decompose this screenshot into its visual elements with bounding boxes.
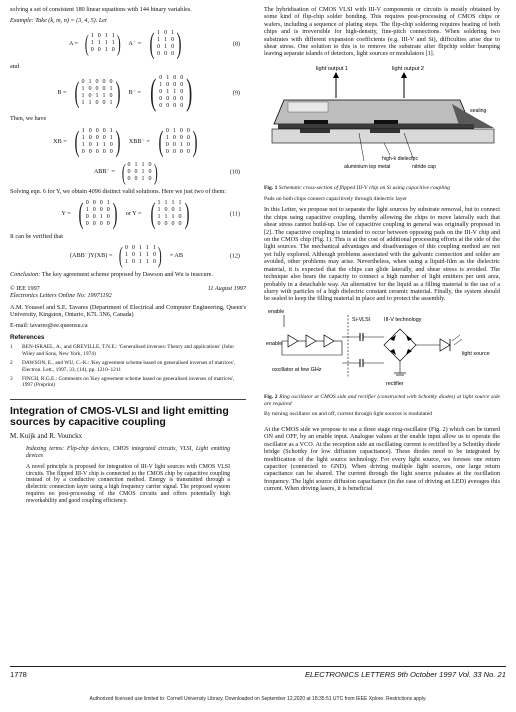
matrix-cell: 0 xyxy=(186,127,190,134)
eq8-lhs: A = xyxy=(68,40,79,48)
matrix-cell: 0 xyxy=(132,252,136,259)
matrix-cell: 1 xyxy=(171,214,175,221)
solving-text: Solving eqn. 6 for Y, we obtain 4096 distinct valid solutions. Here we just two of them: xyxy=(10,187,227,195)
matrix-bracket-left: ( xyxy=(74,75,80,109)
license-notice: Authorized licensed use limited to: Cornell University Library. Downloaded on September 12,2020 at 18:35:51 UTC from IEEE Xplore. Restrictions apply. xyxy=(89,696,427,702)
matrix-cell: 0 xyxy=(102,85,106,92)
enable-top-label: enable xyxy=(268,308,285,315)
matrix-cell: 0 xyxy=(159,89,163,96)
matrix-cell: 0 xyxy=(125,245,129,252)
matrix-cell: 0 xyxy=(171,36,175,43)
figure-1-drawing xyxy=(264,62,500,180)
matrix-cell: 0 xyxy=(159,96,163,103)
matrix-cell: 0 xyxy=(164,221,168,228)
matrix-bracket-right: ) xyxy=(115,75,121,109)
matrix-cell: 0 xyxy=(157,50,161,57)
matrix-cell: 1 xyxy=(157,29,161,36)
example-text: Example: Take (k, m, n) = (3, 4, 5). Let xyxy=(10,17,107,25)
matrix-cell: 0 xyxy=(165,148,169,155)
matrix-cell: 0 xyxy=(164,50,168,57)
matrix-cell: 0 xyxy=(172,134,176,141)
matrix-cell: 0 xyxy=(81,148,85,155)
light-output-1-label: light output 1 xyxy=(316,65,349,72)
matrix-bracket-left: ( xyxy=(121,159,126,185)
matrix-cell: 0 xyxy=(173,103,177,110)
copyright: © IEE 1997 xyxy=(10,284,40,292)
matrix-cell: 1 xyxy=(81,92,85,99)
matrix-cell: 0 xyxy=(180,96,184,103)
matrix-body xyxy=(159,75,183,110)
eq8-number: (8) xyxy=(232,40,240,48)
matrix-cell: 0 xyxy=(127,161,131,168)
matrix-cell: 1 xyxy=(164,214,168,221)
matrix-bracket-right: ) xyxy=(157,243,162,269)
matrix-abb-inverse xyxy=(120,161,159,184)
matrix-body xyxy=(82,128,113,156)
matrix-bracket-left: ( xyxy=(84,31,89,57)
matrix-cell: 1 xyxy=(81,99,85,106)
matrix-cell: 0 xyxy=(173,82,177,89)
matrix-cell: 0 xyxy=(95,148,99,155)
matrix-cell: 1 xyxy=(88,99,92,106)
matrix-cell: 1 xyxy=(81,141,85,148)
enable-input-label: enable xyxy=(266,340,283,347)
matrix-cell: 0 xyxy=(132,259,136,266)
matrix-cell: 1 xyxy=(178,200,182,207)
figure-1-subcaption: Pads on both chips connect capacitively through dielectric layer xyxy=(264,195,407,202)
matrix-cell: 0 xyxy=(132,245,136,252)
conclusion-text: The key agreement scheme proposed by Dawson and Wu is insecure. xyxy=(41,271,213,279)
matrix-body xyxy=(91,33,115,54)
matrix-cell: 0 xyxy=(166,103,170,110)
journal-line: ELECTRONICS LETTERS 9th October 1997 Vol. 33 No. 21 xyxy=(304,669,506,679)
matrix-cell: 0 xyxy=(95,134,99,141)
matrix-cell: 0 xyxy=(109,148,113,155)
matrix-cell: 1 xyxy=(159,82,163,89)
matrix-cell: 1 xyxy=(109,127,113,134)
dateline xyxy=(10,285,246,292)
matrix-bracket-left: ( xyxy=(149,26,155,60)
matrix-cell: 1 xyxy=(109,85,113,92)
matrix-cell: 1 xyxy=(104,47,108,54)
sealing-label: sealing xyxy=(470,107,487,114)
matrix-cell: 1 xyxy=(139,245,143,252)
oscillator-label: oscillator at few GHz xyxy=(272,366,322,373)
matrix-cell: 1 xyxy=(153,245,157,252)
matrix-cell: 0 xyxy=(102,127,106,134)
matrix-cell: 1 xyxy=(85,207,89,214)
figure-2-caption xyxy=(264,394,500,407)
paragraph-1: The hybridisation of CMOS VLSI with III-V components or circuits is mostly obtained by some kind of flip-chip solder bonding. This requires post-processing of CMOS chips or wafers, including a sequence of plating steps. The flip-chip soldering requires heating of both chips and is irreversible for high-density, fine-pitch connections. When soldering two substrates with different expansion coefficients (e.g. III-V and Si), difficulties arise due to shear stress. One solution to this is to remove the substrate after flipchip solder bumping leaving separate islands of detectors, light sources or modulators [1]. xyxy=(264,6,500,58)
matrix-body xyxy=(128,162,152,183)
matrix-cell: 0 xyxy=(92,200,96,207)
matrix-cell: 0 xyxy=(92,214,96,221)
matrix-cell: 0 xyxy=(95,127,99,134)
abstract: A novel principle is proposed for integration of III-V light sources with CMOS VLSI circuits. The flipped III-V chip is connected to the CMOS chip by capacitive coupling instead of by a conductive connection method. Energy is transmitted through a dielectric connection layer using a high frequency carrier signal. The proposed system requires no post-processing of the CMOS circuits and offers potentially high reworkability and good coupling efficiency. xyxy=(26,463,230,504)
matrix-cell: 0 xyxy=(171,221,175,228)
figure-2-subcaption: By turning oscillator on and off, current through light sources is modulated xyxy=(264,411,432,418)
eq9-number: (9) xyxy=(232,89,240,97)
matrix-cell: 1 xyxy=(139,252,143,259)
matrix-cell: 1 xyxy=(106,200,110,207)
fig2-label: Fig. 2 xyxy=(264,394,278,401)
light-label: light source xyxy=(462,350,490,357)
matrix-bracket-left: ( xyxy=(150,72,157,114)
matrix-cell: 0 xyxy=(99,207,103,214)
matrix-body xyxy=(158,200,182,228)
matrix-a-inverse xyxy=(147,26,184,60)
matrix-cell: 1 xyxy=(141,168,145,175)
matrix-cell: 1 xyxy=(102,141,106,148)
matrix-body xyxy=(125,245,156,266)
and-text: and xyxy=(10,62,19,70)
fig1-caption-text: Schematic cross-section of flipped III-V chip on Si using capacitive coupling xyxy=(278,185,450,192)
matrix-cell: 0 xyxy=(157,43,161,50)
matrix-cell: 0 xyxy=(186,148,190,155)
matrix-cell: 0 xyxy=(97,47,101,54)
matrix-cell: 1 xyxy=(171,29,175,36)
matrix-cell: 0 xyxy=(179,134,183,141)
matrix-cell: 0 xyxy=(99,200,103,207)
references-list xyxy=(10,344,246,388)
matrix-cell: 1 xyxy=(102,92,106,99)
matrix-cell: 1 xyxy=(95,92,99,99)
matrix-bracket-right: ) xyxy=(192,124,198,158)
references-heading: References xyxy=(10,333,45,341)
matrix-cell: 1 xyxy=(146,245,150,252)
matrix-cell: 1 xyxy=(81,85,85,92)
matrix-cell: 0 xyxy=(186,141,190,148)
equation-9 xyxy=(10,72,246,114)
matrix-cell: 1 xyxy=(97,40,101,47)
matrix-cell: 0 xyxy=(88,148,92,155)
matrix-cell: 1 xyxy=(166,89,170,96)
matrix-cell: 0 xyxy=(157,221,161,228)
matrix-cell: 1 xyxy=(173,89,177,96)
matrix-cell: 1 xyxy=(104,40,108,47)
matrix-xbb-inverse xyxy=(156,124,200,158)
matrix-cell: 1 xyxy=(111,33,115,40)
matrix-cell: 0 xyxy=(164,207,168,214)
equation-10b xyxy=(10,161,246,184)
matrix-cell: 1 xyxy=(90,33,94,40)
matrix-cell: 0 xyxy=(97,33,101,40)
matrix-cell: 1 xyxy=(164,200,168,207)
verified-text: It can be verified that xyxy=(10,233,63,241)
matrix-cell: 0 xyxy=(127,175,131,182)
matrix-cell: 1 xyxy=(90,40,94,47)
matrix-cell: 0 xyxy=(102,134,106,141)
matrix-cell: 1 xyxy=(164,43,168,50)
matrix-cell: 0 xyxy=(180,89,184,96)
matrix-cell: 0 xyxy=(178,214,182,221)
matrix-cell: 0 xyxy=(95,99,99,106)
matrix-cell: 0 xyxy=(95,78,99,85)
si-vlsi-label: Si-VLSI xyxy=(352,316,371,323)
matrix-cell: 0 xyxy=(180,103,184,110)
matrix-y2 xyxy=(148,199,192,229)
reference-item: 2 DAWSON, E., and WU, C.-K.: 'Key agreement scheme based on generalised inverses of matrices', Electron. Lett., 1997, 33, (14), pp. 1210–1211 xyxy=(10,360,236,373)
matrix-cell: 0 xyxy=(92,221,96,228)
matrix-cell: 0 xyxy=(88,134,92,141)
matrix-cell: 0 xyxy=(148,168,152,175)
matrix-bracket-right: ) xyxy=(184,197,190,231)
eq10-number: (10) xyxy=(229,168,240,176)
matrix-cell: 0 xyxy=(88,141,92,148)
matrix-cell: 0 xyxy=(171,207,175,214)
matrix-cell: 1 xyxy=(95,141,99,148)
matrix-cell: 0 xyxy=(171,50,175,57)
equation-11 xyxy=(10,199,246,229)
online-number: Electronics Letters Online No: 19971192 xyxy=(10,292,112,300)
matrix-cell: 0 xyxy=(159,103,163,110)
matrix-cell: 1 xyxy=(157,207,161,214)
eq9-lhs: B = xyxy=(57,89,67,97)
matrix-bracket-right: ) xyxy=(153,159,158,185)
matrix-cell: 0 xyxy=(173,96,177,103)
matrix-cell: 1 xyxy=(157,200,161,207)
matrix-y1 xyxy=(76,199,120,229)
matrix-cell: 1 xyxy=(81,127,85,134)
then-text: Then, we have xyxy=(10,115,47,123)
matrix-cell: 0 xyxy=(88,92,92,99)
matrix-cell: 0 xyxy=(180,82,184,89)
eq12-rhs: = AB xyxy=(169,252,183,260)
matrix-bracket-right: ) xyxy=(176,26,182,60)
right-column xyxy=(264,6,500,497)
matrix-cell: 0 xyxy=(148,161,152,168)
matrix-cell: 0 xyxy=(102,78,106,85)
matrix-cell: 1 xyxy=(134,161,138,168)
matrix-cell: 0 xyxy=(159,75,163,82)
matrix-body xyxy=(86,200,110,228)
equation-10a xyxy=(10,124,246,158)
paragraph-3: At the CMOS side we propose to use a three stage ring-oscillator (Fig. 2) which can be turned ON and OFF, by an enable input. Analogue values at the enable input allow us to operate the oscillator as a VCO. At the reception side an oscillating current is rectified by a Schottky diode bridge (Schottky for low diffusion capacitance). These diodes need to be integrated by modification of the light source technology. For every light source, we foresee one return capacitor (connected to GND). When driving multiple light sources, one large return capacitance can be shared. The current through the light source pulsates at the oscillation frequency. The light source diffusion capacitance (in the case of driving an LED) averages this current. When driving lasers, it is beneficial xyxy=(264,425,500,493)
matrix-cell: 0 xyxy=(179,148,183,155)
left-column xyxy=(10,6,246,509)
matrix-cell: 1 xyxy=(165,134,169,141)
matrix-body xyxy=(82,79,113,107)
nitride-label: nitride cap xyxy=(412,163,436,170)
matrix-cell: 1 xyxy=(157,36,161,43)
matrix-cell: 1 xyxy=(178,207,182,214)
matrix-cell: 0 xyxy=(172,141,176,148)
matrix-cell: 0 xyxy=(88,85,92,92)
matrix-cell: 0 xyxy=(134,175,138,182)
author-affiliation: A.M. Youssef and S.E. Tavares (Department of Electrical and Computer Engineering, Queen's University, Kingston, Ontario, K7L 3N6, Canada) xyxy=(10,303,246,319)
matrix-cell: 1 xyxy=(81,134,85,141)
eq12-number: (12) xyxy=(229,252,240,260)
matrix-cell: 0 xyxy=(178,221,182,228)
matrix-cell: 0 xyxy=(164,29,168,36)
matrix-cell: 0 xyxy=(166,82,170,89)
matrix-cell: 0 xyxy=(153,259,157,266)
received-date: 11 August 1997 xyxy=(207,284,246,292)
light-output-2-label: light output 2 xyxy=(392,65,425,72)
equation-8 xyxy=(10,26,246,60)
figure-1-caption xyxy=(264,185,500,192)
page-number: 1778 xyxy=(10,669,27,679)
conclusion-label: Conclusion: xyxy=(10,271,41,279)
matrix-bracket-left: ( xyxy=(74,124,80,158)
indexing-terms: Indexing terms: Flip-chip devices, CMOS integrated circuits, VLSI, Light emitting devices xyxy=(26,446,230,459)
eq10a-mid: XBB⁻ = xyxy=(128,137,150,145)
matrix-cell: 1 xyxy=(146,252,150,259)
matrix-cell: 0 xyxy=(171,43,175,50)
eq8-mid: A⁻ = xyxy=(128,40,142,48)
matrix-bracket-left: ( xyxy=(158,124,164,158)
matrix-cell: 1 xyxy=(88,78,92,85)
matrix-cell: 0 xyxy=(85,221,89,228)
dielectric-label: high-k dielectric xyxy=(382,155,419,162)
matrix-cell: 1 xyxy=(125,259,129,266)
matrix-cell: 0 xyxy=(85,214,89,221)
matrix-cell: 0 xyxy=(134,168,138,175)
article-title: Integration of CMOS-VLSI and light emitting sources by capacitive coupling xyxy=(10,404,229,429)
matrix-cell: 0 xyxy=(127,168,131,175)
intro-text: solving a set of consistent 180 linear equations with 144 binary variables. xyxy=(10,6,192,13)
matrix-bracket-right: ) xyxy=(115,124,121,158)
matrix-body xyxy=(166,128,190,156)
matrix-cell: 1 xyxy=(166,75,170,82)
matrix-cell: 0 xyxy=(106,207,110,214)
reference-item: 3 FINCH, R.G.E.: Comments on 'Key agreement scheme based on generalised inverses of matrices', 1997 (Preprint) xyxy=(10,375,235,389)
matrix-cell: 1 xyxy=(109,99,113,106)
matrix-bracket-right: ) xyxy=(186,72,193,114)
rectifier-label: rectifier xyxy=(386,380,404,387)
matrix-cell: 0 xyxy=(165,127,169,134)
matrix-cell: 0 xyxy=(90,47,94,54)
matrix-cell: 0 xyxy=(111,47,115,54)
matrix-cell: 0 xyxy=(85,200,89,207)
matrix-cell: 1 xyxy=(179,141,183,148)
figure-2-drawing xyxy=(264,307,500,389)
matrix-cell: 0 xyxy=(99,221,103,228)
matrix-cell: 1 xyxy=(164,36,168,43)
matrix-bracket-right: ) xyxy=(112,197,118,231)
matrix-result xyxy=(117,244,163,267)
matrix-cell: 0 xyxy=(81,78,85,85)
matrix-cell: 1 xyxy=(125,252,129,259)
matrix-cell: 0 xyxy=(165,141,169,148)
matrix-cell: 1 xyxy=(99,214,103,221)
matrix-cell: 0 xyxy=(186,134,190,141)
iii-v-label: III-V technology xyxy=(384,316,422,323)
matrix-cell: 0 xyxy=(95,85,99,92)
article-authors: M. Kuijk and R. Vounckx xyxy=(10,431,83,440)
matrix-bracket-left: ( xyxy=(150,197,156,231)
matrix-b-inverse xyxy=(147,72,196,114)
eq10b-lhs: ABB⁻ = xyxy=(93,168,115,176)
matrix-bracket-right: ) xyxy=(116,31,121,57)
matrix-bracket-left: ( xyxy=(119,243,124,269)
matrix-cell: 0 xyxy=(172,148,176,155)
matrix-cell: 1 xyxy=(171,200,175,207)
matrix-cell: 0 xyxy=(106,214,110,221)
matrix-cell: 0 xyxy=(109,92,113,99)
matrix-cell: 0 xyxy=(180,75,184,82)
fig2-caption-text: Ring oscillator at CMOS side and rectifier (constructed with Schottky diodes) at light source side are required xyxy=(264,394,500,407)
matrix-cell: 0 xyxy=(106,221,110,228)
matrix-cell: 0 xyxy=(88,127,92,134)
reference-item: 1 BEN-ISRAEL, A., and GREVILLE, T.N.E.: 'Generalised inverses: Theory and applications' (John Wiley and Sons, New York, 1974) xyxy=(10,344,234,357)
matrix-cell: 0 xyxy=(166,96,170,103)
figure-1 xyxy=(264,62,500,182)
matrix-cell: 1 xyxy=(139,259,143,266)
eq11-number: (11) xyxy=(229,210,240,218)
matrix-cell: 0 xyxy=(173,75,177,82)
author-email: E-mail: tavares@ee.queensu.ca xyxy=(10,322,88,330)
matrix-cell: 1 xyxy=(157,214,161,221)
matrix-cell: 0 xyxy=(153,252,157,259)
figure-2 xyxy=(264,307,500,391)
matrix-cell: 1 xyxy=(109,134,113,141)
matrix-xb xyxy=(72,124,123,158)
matrix-cell: 0 xyxy=(148,175,152,182)
matrix-cell: 1 xyxy=(146,259,150,266)
eq10a-lhs: XB = xyxy=(53,137,67,145)
matrix-a xyxy=(83,32,122,55)
eq11-lhs: Y = xyxy=(61,210,71,218)
matrix-cell: 1 xyxy=(104,33,108,40)
matrix-cell: 1 xyxy=(111,40,115,47)
matrix-cell: 0 xyxy=(109,141,113,148)
matrix-cell: 0 xyxy=(179,127,183,134)
matrix-bracket-left: ( xyxy=(78,197,84,231)
matrix-cell: 0 xyxy=(92,207,96,214)
matrix-cell: 1 xyxy=(141,161,145,168)
conclusion xyxy=(10,271,246,278)
matrix-cell: 0 xyxy=(102,99,106,106)
eq9-mid: B⁻ = xyxy=(128,89,141,97)
eq12-lhs: (ABB⁻)Y(XB) = xyxy=(70,252,113,260)
matrix-b xyxy=(72,75,123,109)
aluminium-label: aluminium top metal xyxy=(344,163,391,170)
matrix-cell: 1 xyxy=(141,175,145,182)
paragraph-2: In this Letter, we propose not to separate the light sources by substrate removal, but to connect the chips using capacitive coupling, thereby allowing the chips to move laterally such that shear stress cannot build-up. Use of capacitive coupling in general was originally proposed in [2]. The capacitive coupling is intended to occur between opposing pads on the III-V chip and on the CMOS chip (Fig. 1). This is at the cost of additional processing efforts at the side of the light sources. The mechanical advantages and disadvantages of this coupling method are not yet fully explored. Although problems associated with the galvanic connection and solder are avoided, other problems may arise. Nevertheless, when using a liquid-film as the dielectric material, it is expected that the chips can glide laterally, and shear stress is avoided. The technique also bears the capacity to connect a high number of light emitters per unit area, probably in a detachable way. An alternative for the liquid as a filling material is the use of a slurry with particles of a high dielectric constant ceramic material. Finally, the system should be sealed to keep the filling material in place and to protect the assembly. xyxy=(264,206,500,303)
matrix-cell: 0 xyxy=(102,148,106,155)
matrix-body xyxy=(157,30,174,58)
fig1-label: Fig. 1 xyxy=(264,185,278,192)
matrix-cell: 1 xyxy=(172,127,176,134)
matrix-cell: 0 xyxy=(109,78,113,85)
page-footer xyxy=(10,666,506,681)
article-divider xyxy=(10,399,246,400)
equation-12 xyxy=(10,244,246,267)
eq11-mid: or Y = xyxy=(125,210,142,218)
